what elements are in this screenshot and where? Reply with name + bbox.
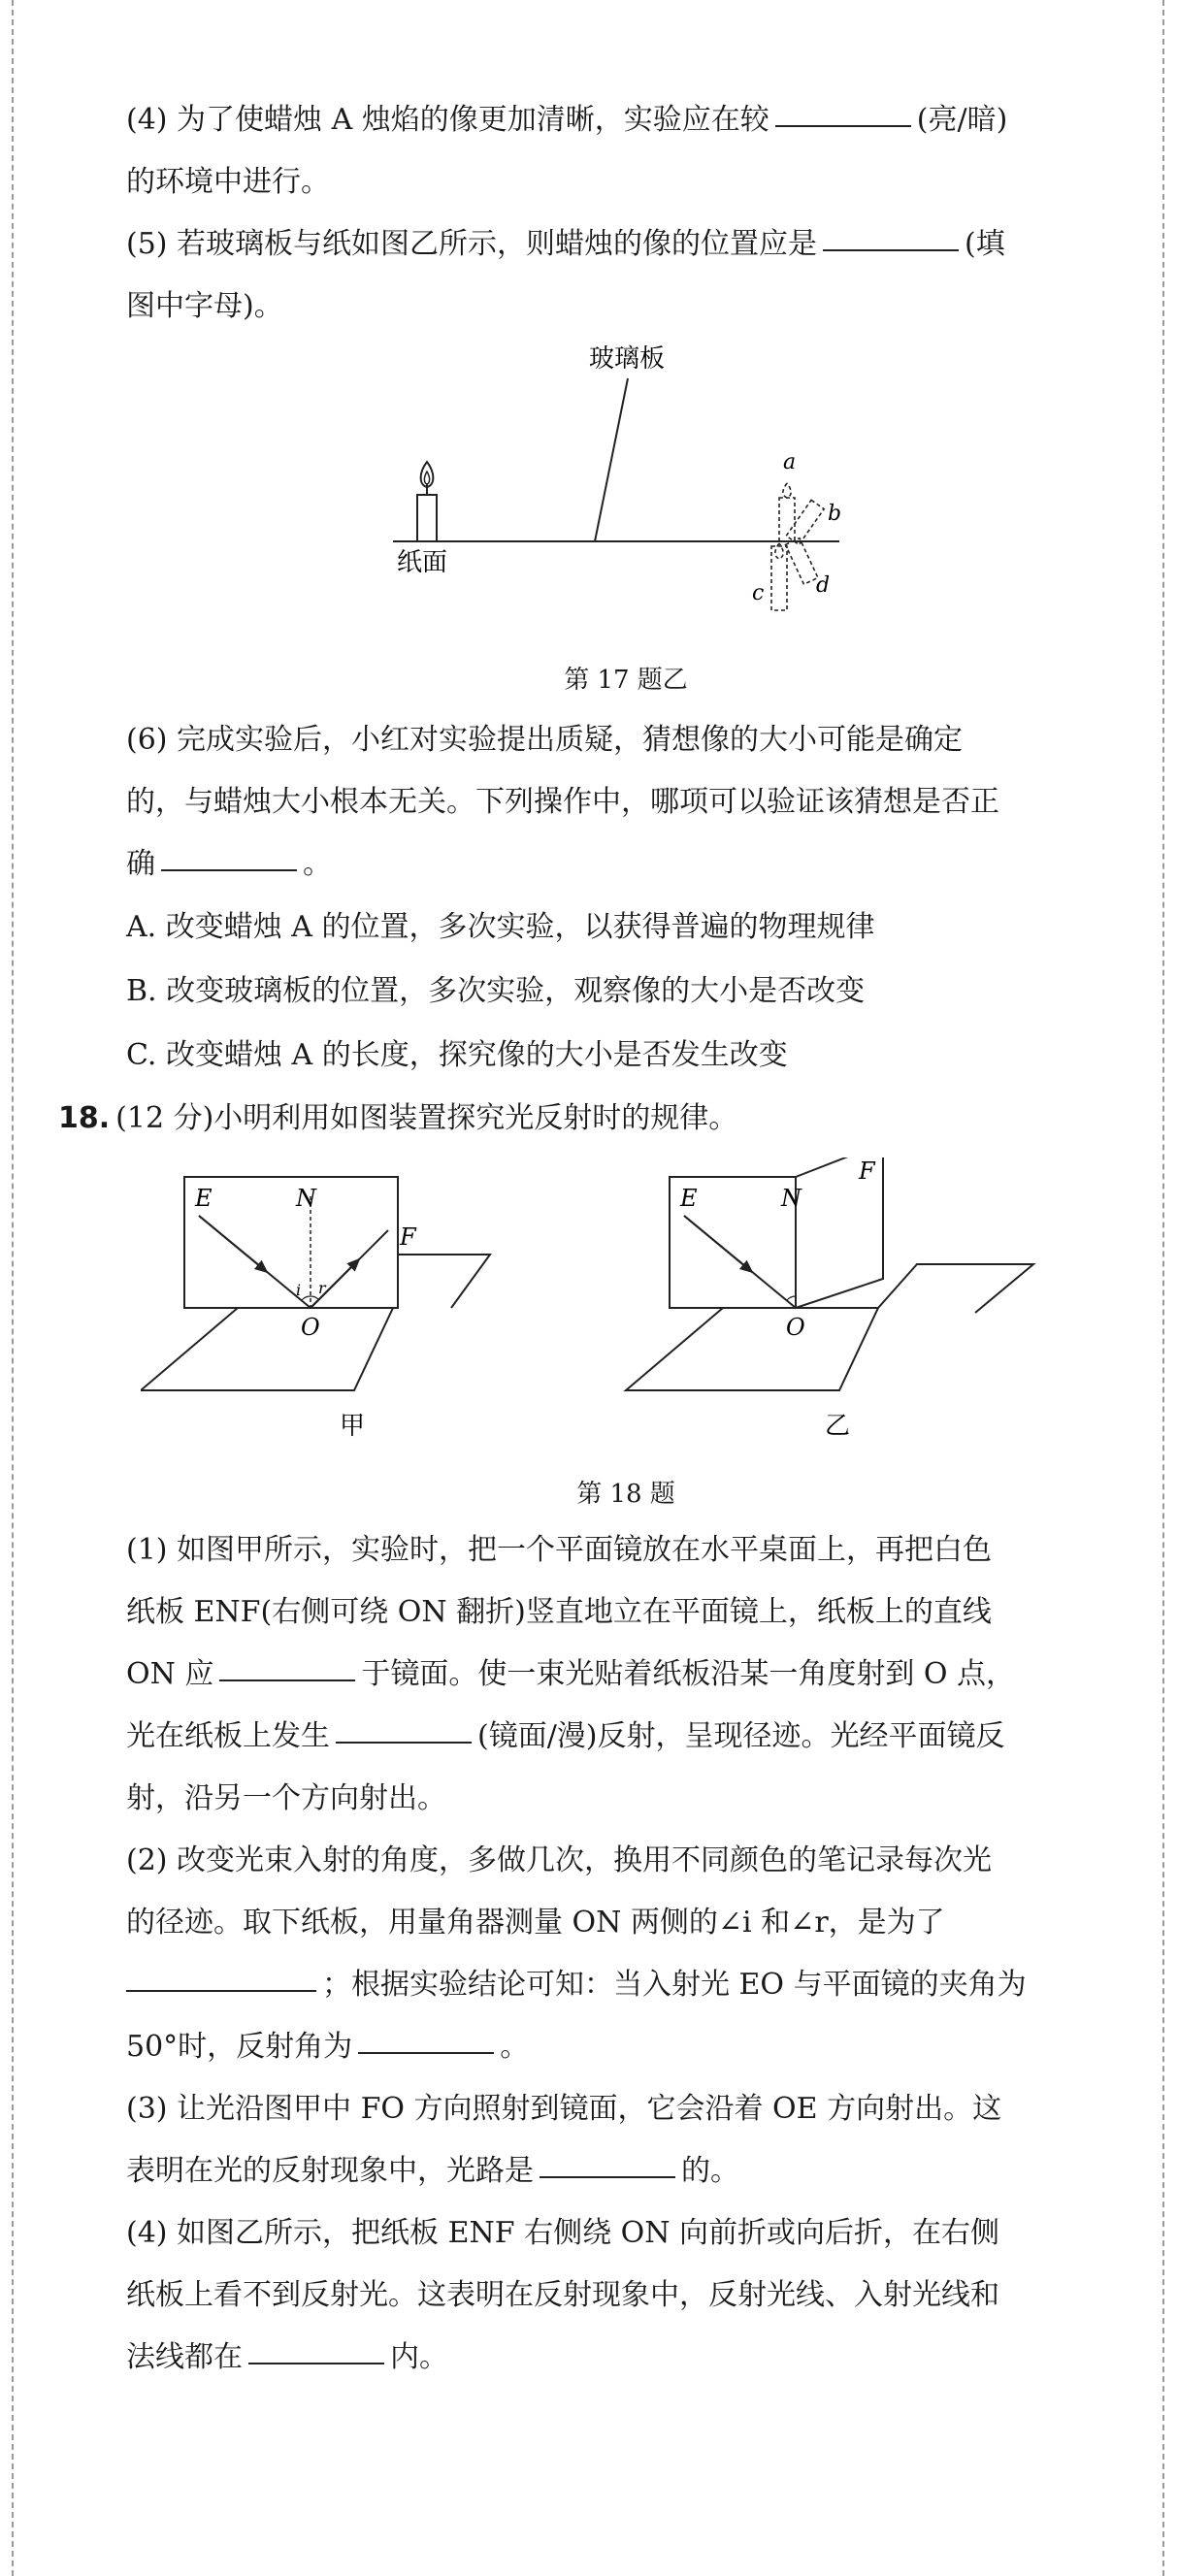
- q18-part1-line4b: (镜面/漫)反射，呈现径迹。光经平面镜反: [477, 1719, 1005, 1753]
- q18-part4-line1: (4) 如图乙所示，把纸板 ENF 右侧绕 ON 向前折或向后折，在右侧: [126, 2216, 999, 2250]
- q17-part6-line1: (6) 完成实验后，小红对实验提出质疑，猜想像的大小可能是确定: [126, 723, 964, 757]
- answer-blank[interactable]: [540, 2175, 675, 2178]
- label-b: b: [828, 502, 842, 526]
- q18-part1-line3a: ON 应: [126, 1657, 214, 1691]
- q18-part2-line1: (2) 改变光束入射的角度，多做几次，换用不同颜色的笔记录每次光: [126, 1843, 993, 1877]
- label-e-jia: E: [195, 1185, 213, 1212]
- paper-label: 纸面: [397, 548, 448, 577]
- q18-part3-line1: (3) 让光沿图甲中 FO 方向照射到镜面，它会沿着 OE 方向射出。这: [126, 2092, 1002, 2126]
- caption-jia: 甲: [340, 1412, 366, 1441]
- q18-part1-line2: 纸板 ENF(右侧可绕 ON 翻折)竖直地立在平面镜上，纸板上的直线: [126, 1595, 992, 1629]
- label-n-jia: N: [296, 1185, 316, 1212]
- q18-part2-line2: 的径迹。取下纸板，用量角器测量 ON 两侧的∠i 和∠r，是为了: [126, 1906, 945, 1940]
- q18-part4-line3b: 内。: [390, 2340, 448, 2374]
- answer-blank[interactable]: [126, 1989, 316, 1992]
- q17-part4-line2: 的环境中进行。: [126, 165, 330, 199]
- q17-part5-hint: (填: [965, 227, 1005, 261]
- answer-blank[interactable]: [248, 2362, 384, 2364]
- flame-a: [783, 483, 791, 498]
- q17-part6-line3: 确: [126, 847, 155, 881]
- q18-part1-line3b: 于镜面。使一束光贴着纸板沿某一角度射到 O 点，: [361, 1657, 1016, 1691]
- q18-part4: [126, 2202, 1126, 2389]
- answer-blank[interactable]: [823, 248, 959, 251]
- q18-part1-line4a: 光在纸板上发生: [126, 1719, 330, 1753]
- q17-part5: [126, 213, 1126, 338]
- label-f-yi: F: [859, 1158, 875, 1185]
- q18-intro: (12 分)小明利用如图装置探究光反射时的规律。: [115, 1101, 738, 1135]
- q18-part1-line5: 射，沿另一个方向射出。: [126, 1781, 446, 1815]
- q18-part2-line3: ；根据实验结论可知：当入射光 EO 与平面镜的夹角为: [322, 1968, 1027, 2002]
- q17-part5-line2: 图中字母)。: [126, 289, 283, 323]
- image-c: [771, 546, 787, 610]
- label-i-angle: i: [296, 1281, 302, 1299]
- q17-option-c: C. 改变蜡烛 A 的长度，探究像的大小是否发生改变: [126, 1038, 788, 1072]
- image-d: [785, 538, 818, 585]
- mirror-plane-yi: [626, 1308, 878, 1390]
- label-a: a: [783, 450, 797, 474]
- q18-part3-line2a: 表明在光的反射现象中，光路是: [126, 2154, 534, 2188]
- glass-plate-label: 玻璃板: [589, 344, 666, 374]
- q17-part6: [126, 709, 1126, 896]
- q18-number: 18.: [58, 1101, 111, 1135]
- q17-part6-end: 。: [303, 847, 332, 881]
- q18-part1: [126, 1519, 1126, 1830]
- candle-icon: [417, 462, 437, 541]
- mirror-plane-jia: [141, 1308, 393, 1390]
- q17-option-a: A. 改变蜡烛 A 的位置，多次实验，以获得普遍的物理规律: [126, 910, 875, 944]
- right-dashed-margin: [1162, 0, 1164, 2576]
- q17-option-b: B. 改变玻璃板的位置，多次实验，观察像的大小是否改变: [126, 974, 866, 1008]
- answer-blank[interactable]: [358, 2051, 494, 2054]
- q17-part4-text: (4) 为了使蜡烛 A 烛焰的像更加清晰，实验应在较: [126, 103, 769, 137]
- q17-part5-text: (5) 若玻璃板与纸如图乙所示，则蜡烛的像的位置应是: [126, 227, 818, 261]
- answer-blank[interactable]: [219, 1679, 355, 1681]
- q17-figure-b: [383, 338, 868, 668]
- label-d: d: [816, 573, 831, 598]
- label-r-angle: r: [318, 1279, 326, 1297]
- q17-figure-caption: 第 17 题乙: [564, 666, 688, 695]
- q18-part3: [126, 2078, 1126, 2202]
- page-content: [58, 89, 1126, 2389]
- q18-part1-line1: (1) 如图甲所示，实验时，把一个平面镜放在水平桌面上，再把白色: [126, 1533, 993, 1567]
- q17-part4-hint: (亮/暗): [916, 103, 1008, 137]
- image-b: [786, 500, 824, 544]
- q17-part4: [126, 89, 1126, 213]
- q18-part2-line4b: 。: [500, 2030, 530, 2064]
- label-n-yi: N: [781, 1185, 802, 1212]
- glass-plate: [595, 378, 628, 541]
- label-o-yi: O: [786, 1314, 805, 1341]
- q17-part6-line2: 的，与蜡烛大小根本无关。下列操作中，哪项可以验证该猜想是否正: [126, 785, 999, 819]
- label-f-jia: F: [400, 1223, 416, 1251]
- q18-figure: [141, 1158, 1111, 1478]
- q18-figure-caption: 第 18 题: [576, 1480, 675, 1509]
- caption-yi: 乙: [825, 1412, 851, 1441]
- figure-yi: [626, 1158, 1033, 1441]
- q18-part3-line2b: 的。: [681, 2154, 739, 2188]
- answer-blank[interactable]: [161, 868, 297, 871]
- q18-part4-line3a: 法线都在: [126, 2340, 243, 2374]
- figure-jia: [141, 1177, 490, 1441]
- q18-heading: [58, 1088, 1126, 1150]
- label-c: c: [752, 581, 765, 605]
- answer-blank[interactable]: [775, 124, 911, 127]
- q18-part2-line4a: 50°时，反射角为: [126, 2030, 353, 2064]
- label-o-jia: O: [301, 1314, 320, 1341]
- left-dashed-margin: [12, 0, 14, 2576]
- label-e-yi: E: [680, 1185, 698, 1212]
- q18-part4-line2: 纸板上看不到反射光。这表明在反射现象中，反射光线、入射光线和: [126, 2278, 999, 2312]
- q18-part2: [126, 1830, 1126, 2078]
- answer-blank[interactable]: [336, 1741, 472, 1744]
